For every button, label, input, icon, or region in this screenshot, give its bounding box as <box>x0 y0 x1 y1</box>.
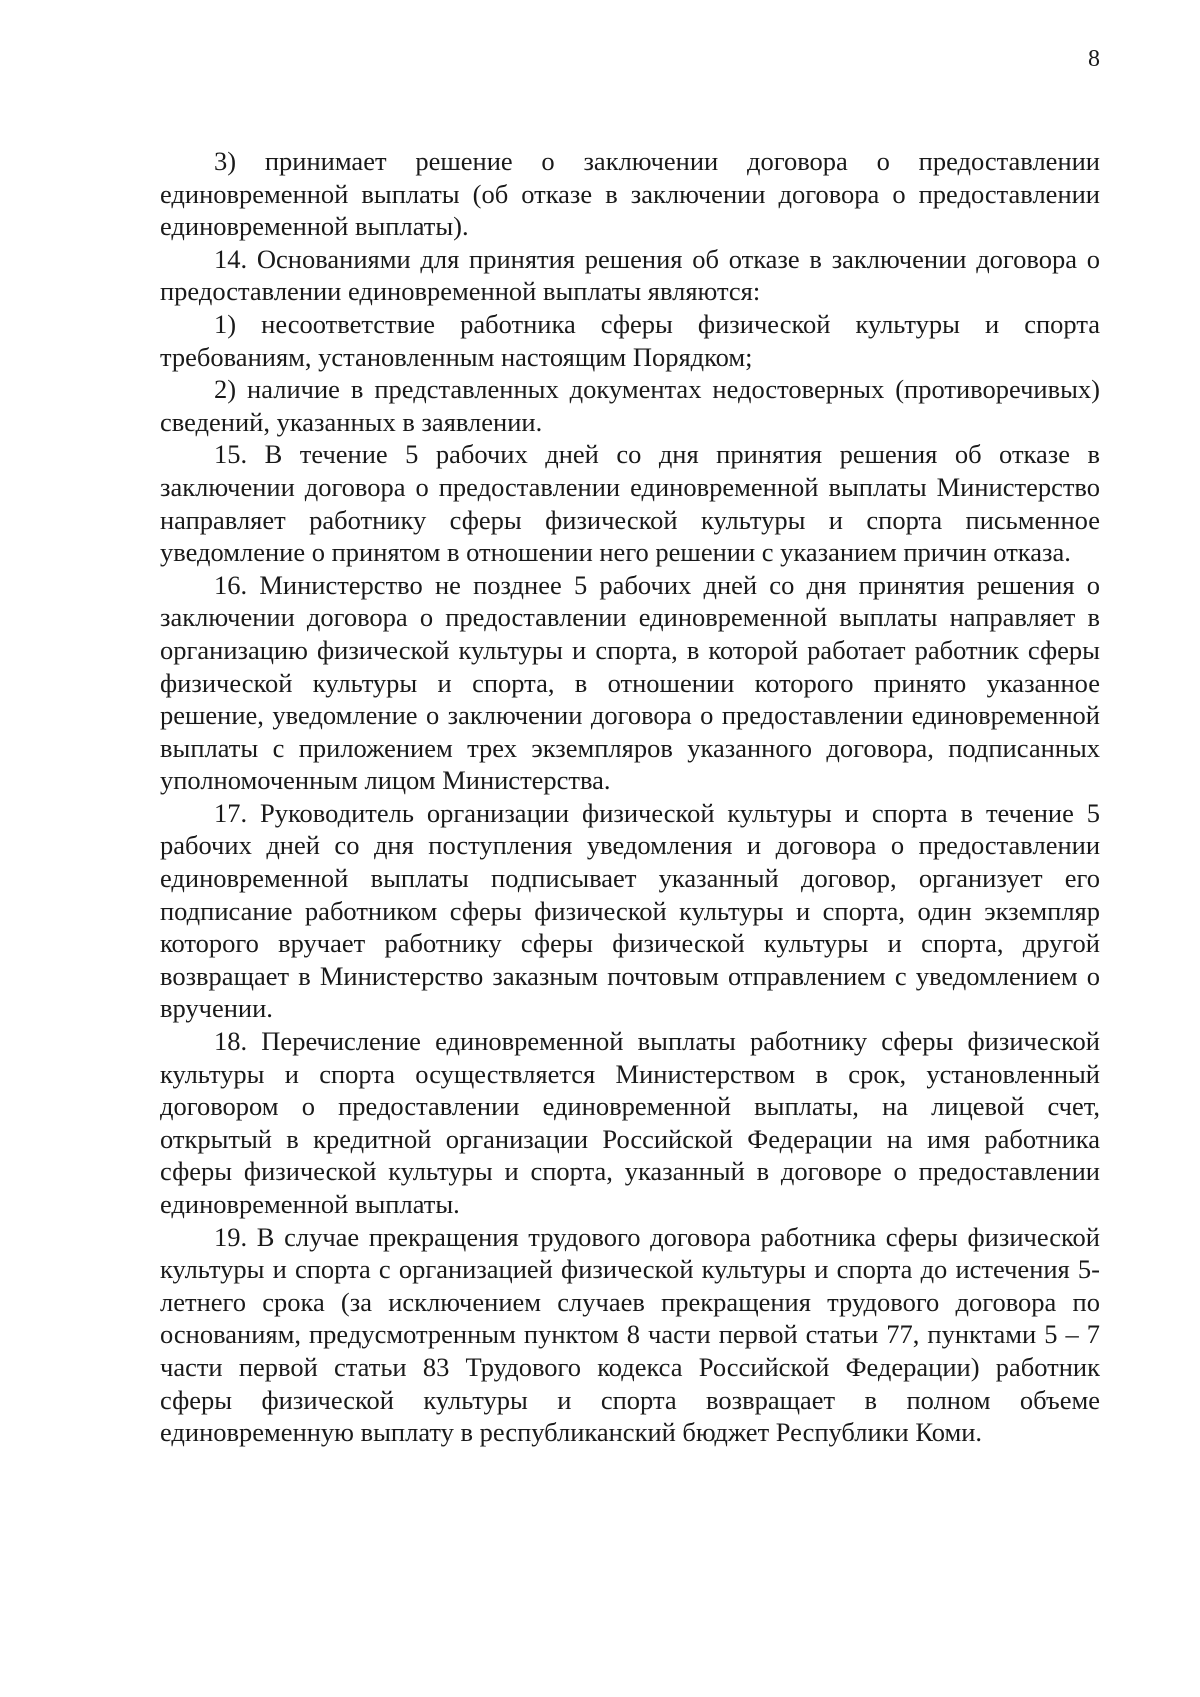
document-body <box>160 145 1100 1449</box>
page-number: 8 <box>1088 46 1100 72</box>
paragraph-14-item-1: 1) несоответствие работника сферы физической культуры и спорта требованиям, установленным настоящим Порядком; <box>160 308 1100 372</box>
paragraph-14: 14. Основаниями для принятия решения об отказе в заключении договора о предоставлении единовременной выплаты являются: <box>160 243 1100 307</box>
paragraph-item-3: 3) принимает решение о заключении договора о предоставлении единовременной выплаты (об отказе в заключении договора о предоставлении единовременной выплаты). <box>160 146 1100 242</box>
paragraph-16: 16. Министерство не позднее 5 рабочих дней со дня принятия решения о заключении договора о предоставлении единовременной выплаты направляет в организацию физической культуры и спорта, в которой работает работник сферы физической культуры и спорта, в отношении которого принято указанное решение, уведомление о заключении договора о предоставлении единовременной выплаты с приложением трех экземпляров указанного договора, подписанных уполномоченным лицом Министерства. <box>160 569 1100 796</box>
paragraph-15: 15. В течение 5 рабочих дней со дня принятия решения об отказе в заключении договора о предоставлении единовременной выплаты Министерство направляет работнику сферы физической культуры и спорта письменное уведомление о принятом в отношении него решении с указанием причин отказа. <box>160 439 1100 568</box>
paragraph-17: 17. Руководитель организации физической культуры и спорта в течение 5 рабочих дней со дня поступления уведомления и договора о предоставлении единовременной выплаты подписывает указанный договор, организует его подписание работником сферы физической культуры и спорта, один экземпляр которого вручает работнику сферы физической культуры и спорта, другой возвращает в Министерство заказным почтовым отправлением с уведомлением о вручении. <box>160 797 1100 1024</box>
paragraph-19: 19. В случае прекращения трудового договора работника сферы физической культуры и спорта с организацией физической культуры и спорта до истечения 5-летнего срока (за исключением случаев прекращения трудового договора по основаниям, предусмотренным пунктом 8 части первой статьи 77, пунктами 5 – 7 части первой статьи 83 Трудового кодекса Российской Федерации) работник сферы физической культуры и спорта возвращает в полном объеме единовременную выплату в республиканский бюджет Республики Коми. <box>160 1221 1100 1448</box>
paragraph-18: 18. Перечисление единовременной выплаты работнику сферы физической культуры и спорта осуществляется Министерством в срок, установленный договором о предоставлении единовременной выплаты, на лицевой счет, открытый в кредитной организации Российской Федерации на имя работника сферы физической культуры и спорта, указанный в договоре о предоставлении единовременной выплаты. <box>160 1026 1100 1219</box>
paragraph-14-item-2: 2) наличие в представленных документах недостоверных (противоречивых) сведений, указанных в заявлении. <box>160 374 1100 437</box>
